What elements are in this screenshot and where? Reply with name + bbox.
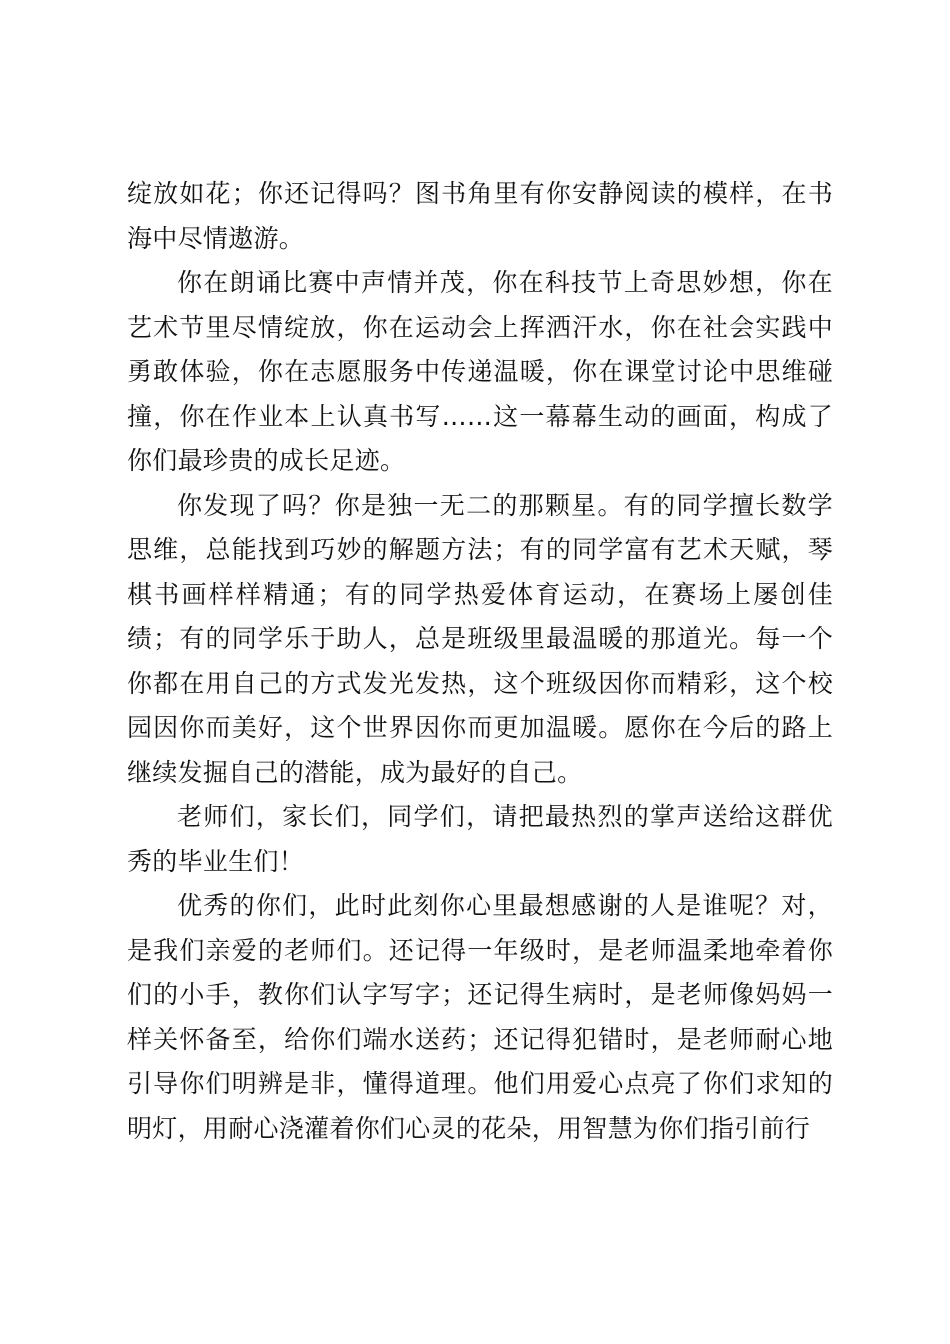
- paragraph-5: 优秀的你们，此时此刻你心里最想感谢的人是谁呢？对，是我们亲爱的老师们。还记得一年级时，是老师温柔地牵着你们的小手，教你们认字写字；还记得生病时，是老师像妈妈一样关怀备至，给你们端水送药；还记得犯错时，是老师耐心地引导你们明辨是非，懂得道理。他们用爱心点亮了你们求知的明灯，用耐心浇灌着你们心灵的花朵，用智慧为你们指引前行: [127, 891, 833, 1143]
- document-body: [127, 172, 833, 1151]
- paragraph-3: 你发现了吗？你是独一无二的那颗星。有的同学擅长数学思维，总能找到巧妙的解题方法；有的同学富有艺术天赋，琴棋书画样样精通；有的同学热爱体育运动，在赛场上屡创佳绩；有的同学乐于助人，总是班级里最温暖的那道光。每一个你都在用自己的方式发光发热，这个班级因你而精彩，这个校园因你而美好，这个世界因你而更加温暖。愿你在今后的路上继续发掘自己的潜能，成为最好的自己。: [127, 490, 833, 787]
- paragraph-4: 老师们，家长们，同学们，请把最热烈的掌声送给这群优秀的毕业生们！: [127, 802, 833, 876]
- paragraph-2: 你在朗诵比赛中声情并茂，你在科技节上奇思妙想，你在艺术节里尽情绽放，你在运动会上挥洒汗水，你在社会实践中勇敢体验，你在志愿服务中传递温暖，你在课堂讨论中思维碰撞，你在作业本上认真书写……这一幕幕生动的画面，构成了你们最珍贵的成长足迹。: [127, 268, 833, 475]
- paragraph-1: 绽放如花；你还记得吗？图书角里有你安静阅读的模样，在书海中尽情遨游。: [127, 179, 833, 253]
